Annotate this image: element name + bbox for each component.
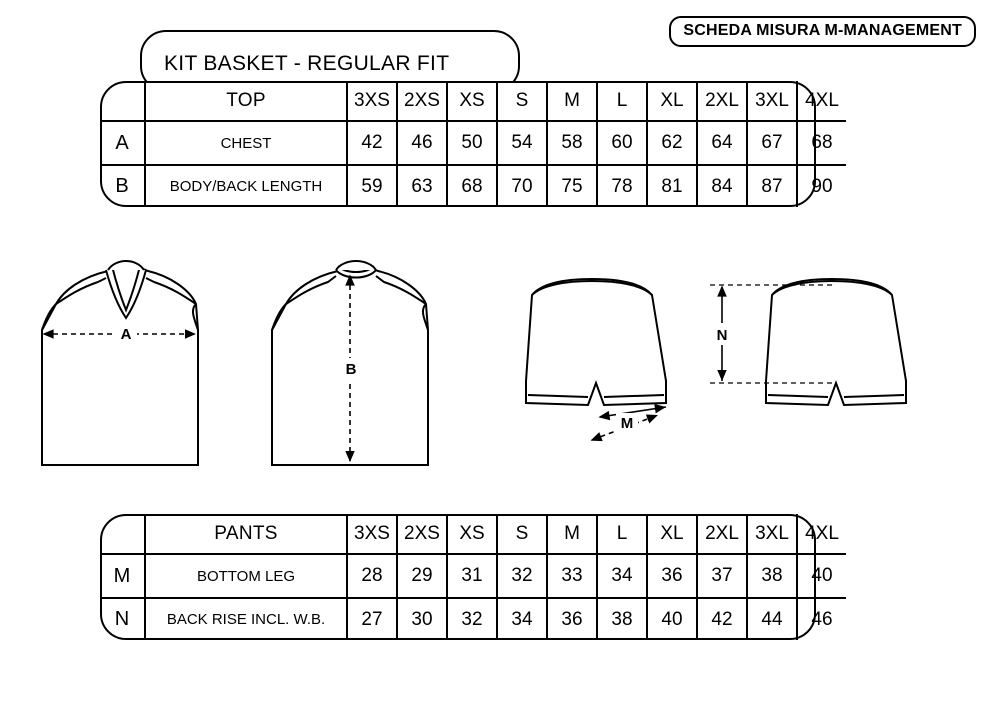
shorts-front-illustration bbox=[470, 255, 720, 470]
cell-backrise-xs: 32 bbox=[447, 598, 497, 640]
cell-backrise-s: 34 bbox=[497, 598, 547, 640]
cell-backrise-4xl: 46 bbox=[797, 598, 846, 640]
size-header-m: M bbox=[547, 514, 597, 554]
table-row bbox=[100, 121, 846, 165]
size-header-2xs: 2XS bbox=[397, 81, 447, 121]
cell-bottomleg-xl: 36 bbox=[647, 554, 697, 598]
size-header-l: L bbox=[597, 81, 647, 121]
size-header-xl: XL bbox=[647, 81, 697, 121]
cell-chest-m: 58 bbox=[547, 121, 597, 165]
row-label-back-rise: BACK RISE INCL. W.B. bbox=[145, 598, 347, 640]
cell-bottomleg-2xl: 37 bbox=[697, 554, 747, 598]
cell-backrise-2xs: 30 bbox=[397, 598, 447, 640]
jersey-back-illustration bbox=[250, 240, 480, 480]
cell-bottomleg-2xs: 29 bbox=[397, 554, 447, 598]
jersey-front-illustration bbox=[20, 240, 250, 480]
size-header-3xs: 3XS bbox=[347, 81, 397, 121]
pants-table-grid bbox=[100, 514, 846, 640]
cell-chest-2xl: 64 bbox=[697, 121, 747, 165]
row-code-a: A bbox=[100, 121, 145, 165]
jersey-back-collar-curve bbox=[336, 261, 376, 270]
bottom-leg-dimension-label: M bbox=[620, 415, 634, 432]
cell-chest-xl: 62 bbox=[647, 121, 697, 165]
jersey-back-figure bbox=[250, 240, 480, 480]
cell-backrise-2xl: 42 bbox=[697, 598, 747, 640]
cell-bottomleg-3xl: 38 bbox=[747, 554, 797, 598]
size-header-2xl: 2XL bbox=[697, 514, 747, 554]
cell-bottomleg-l: 34 bbox=[597, 554, 647, 598]
size-header-l: L bbox=[597, 514, 647, 554]
cell-length-m: 75 bbox=[547, 165, 597, 207]
cell-length-2xl: 84 bbox=[697, 165, 747, 207]
table-row bbox=[100, 165, 846, 207]
size-header-3xl: 3XL bbox=[747, 81, 797, 121]
jersey-front-figure bbox=[20, 240, 250, 480]
pants-size-table bbox=[100, 514, 839, 640]
cell-chest-3xs: 42 bbox=[347, 121, 397, 165]
header-code-cell bbox=[100, 514, 145, 554]
cell-backrise-3xs: 27 bbox=[347, 598, 397, 640]
shorts-back-illustration bbox=[690, 255, 950, 470]
table-row bbox=[100, 598, 846, 640]
cell-backrise-xl: 40 bbox=[647, 598, 697, 640]
row-code-m: M bbox=[100, 554, 145, 598]
size-header-3xs: 3XS bbox=[347, 514, 397, 554]
back-rise-dimension-label: N bbox=[716, 327, 728, 344]
cell-length-3xs: 59 bbox=[347, 165, 397, 207]
jersey-front-collar-curve bbox=[108, 261, 144, 270]
cell-backrise-l: 38 bbox=[597, 598, 647, 640]
row-code-b: B bbox=[100, 165, 145, 207]
cell-length-s: 70 bbox=[497, 165, 547, 207]
row-label-chest: CHEST bbox=[145, 121, 347, 165]
cell-chest-l: 60 bbox=[597, 121, 647, 165]
cell-chest-s: 54 bbox=[497, 121, 547, 165]
size-header-s: S bbox=[497, 81, 547, 121]
row-label-body-back-length: BODY/BACK LENGTH bbox=[145, 165, 347, 207]
shorts-back-body-path bbox=[766, 279, 906, 405]
pants-header-label: PANTS bbox=[145, 514, 347, 554]
size-header-3xl: 3XL bbox=[747, 514, 797, 554]
cell-backrise-m: 36 bbox=[547, 598, 597, 640]
size-header-s: S bbox=[497, 514, 547, 554]
cell-bottomleg-xs: 31 bbox=[447, 554, 497, 598]
size-header-4xl: 4XL bbox=[797, 81, 846, 121]
cell-bottomleg-4xl: 40 bbox=[797, 554, 846, 598]
table-header-row bbox=[100, 81, 846, 121]
size-header-2xs: 2XS bbox=[397, 514, 447, 554]
cell-bottomleg-m: 33 bbox=[547, 554, 597, 598]
cell-length-l: 78 bbox=[597, 165, 647, 207]
document-header-badge: SCHEDA MISURA M-MANAGEMENT bbox=[669, 16, 976, 47]
cell-chest-2xs: 46 bbox=[397, 121, 447, 165]
cell-bottomleg-s: 32 bbox=[497, 554, 547, 598]
top-table-grid bbox=[100, 81, 846, 207]
size-header-xs: XS bbox=[447, 514, 497, 554]
size-header-xl: XL bbox=[647, 514, 697, 554]
table-header-row bbox=[100, 514, 846, 554]
row-code-n: N bbox=[100, 598, 145, 640]
cell-length-3xl: 87 bbox=[747, 165, 797, 207]
cell-length-2xs: 63 bbox=[397, 165, 447, 207]
chest-dimension-label: A bbox=[120, 326, 132, 343]
table-row bbox=[100, 554, 846, 598]
cell-chest-4xl: 68 bbox=[797, 121, 846, 165]
top-size-table bbox=[100, 81, 839, 207]
cell-chest-xs: 50 bbox=[447, 121, 497, 165]
row-label-bottom-leg: BOTTOM LEG bbox=[145, 554, 347, 598]
size-header-2xl: 2XL bbox=[697, 81, 747, 121]
body-length-dimension-label: B bbox=[345, 361, 357, 378]
cell-bottomleg-3xs: 28 bbox=[347, 554, 397, 598]
shorts-front-figure bbox=[470, 255, 720, 470]
cell-chest-3xl: 67 bbox=[747, 121, 797, 165]
top-header-label: TOP bbox=[145, 81, 347, 121]
header-code-cell bbox=[100, 81, 145, 121]
size-header-4xl: 4XL bbox=[797, 514, 846, 554]
cell-length-xl: 81 bbox=[647, 165, 697, 207]
shorts-front-body-path bbox=[526, 279, 666, 405]
cell-length-4xl: 90 bbox=[797, 165, 846, 207]
shorts-back-figure bbox=[690, 255, 950, 470]
page-title: KIT BASKET - REGULAR FIT bbox=[164, 52, 450, 75]
cell-length-xs: 68 bbox=[447, 165, 497, 207]
cell-backrise-3xl: 44 bbox=[747, 598, 797, 640]
size-header-m: M bbox=[547, 81, 597, 121]
size-header-xs: XS bbox=[447, 81, 497, 121]
